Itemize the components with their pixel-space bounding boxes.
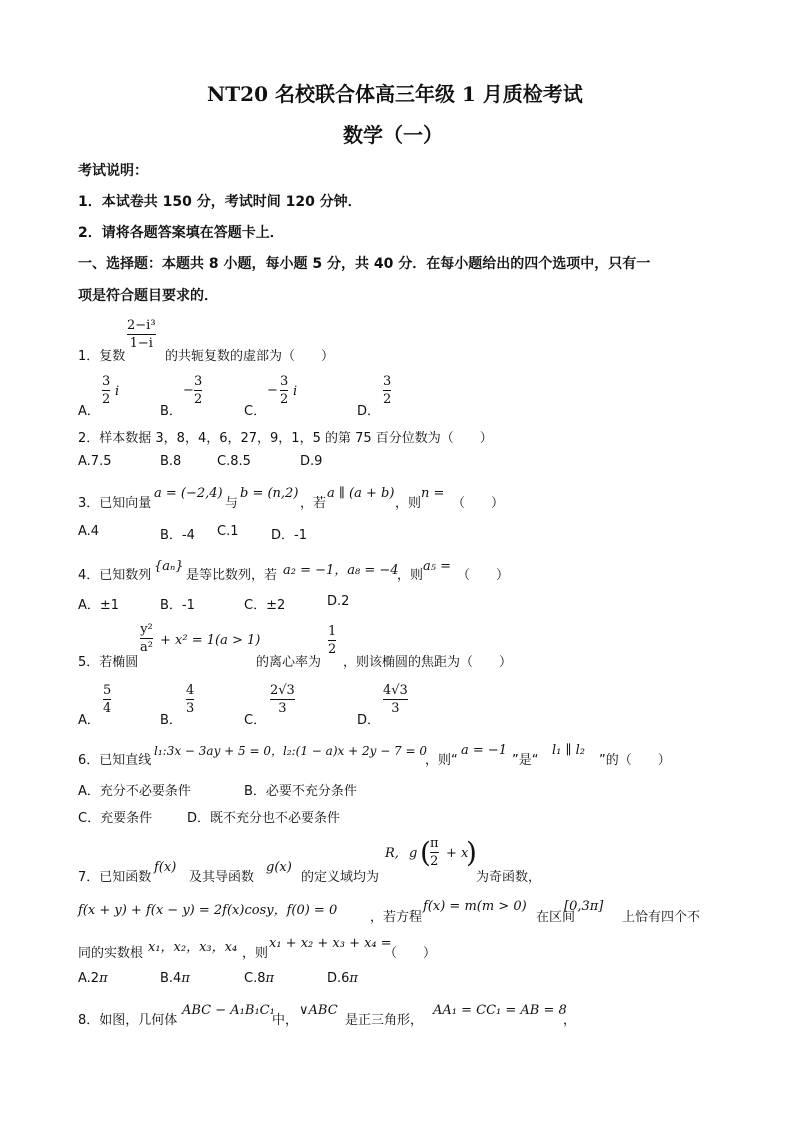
q7-option-b: B.4π bbox=[160, 971, 190, 986]
q4-option-c: C．±2 bbox=[244, 598, 286, 613]
q7-g-of-x: g(x) bbox=[266, 860, 292, 875]
q1-option-c-fraction: 3 2 bbox=[280, 374, 289, 407]
q1-option-a-fraction: 3 2 bbox=[102, 374, 111, 407]
q8-stem-mid2: 是正三角形， bbox=[345, 1013, 424, 1028]
q2-stem: 2．样本数据 3，8，4，6，27，9，1，5 的第 75 百分位数为（ ） bbox=[78, 431, 493, 446]
instructions-heading: 考试说明： bbox=[78, 163, 148, 179]
section-heading-line-2: 项是符合题目要求的． bbox=[78, 288, 218, 304]
q7-domain-R: R, bbox=[385, 846, 399, 861]
q6-option-c: C．充要条件 bbox=[78, 811, 153, 826]
q1-denominator: 1−i bbox=[129, 336, 153, 351]
q1-fraction bbox=[127, 318, 156, 351]
q5-option-b-fraction: 4 3 bbox=[186, 683, 195, 716]
q5-stem-mid: 的离心率为 bbox=[256, 655, 322, 670]
exam-title: NT20 名校联合体高三年级 1 月质检考试 bbox=[207, 82, 583, 106]
q1-option-c: C． bbox=[244, 404, 267, 419]
q8-stem-suffix: ， bbox=[563, 1013, 577, 1028]
q8-lengths: AA₁ = CC₁ = AB = 8 bbox=[433, 1003, 567, 1018]
q7-interval: [0,3π] bbox=[564, 899, 604, 914]
q1-option-c-minus: − bbox=[267, 383, 278, 398]
q7-stem-mid: 及其导函数 bbox=[189, 870, 255, 885]
section-heading-line-1: 一、选择题：本题共 8 小题，每小题 5 分，共 40 分．在每小题给出的四个选项中，只有一 bbox=[78, 256, 651, 272]
q2-option-b: B.8 bbox=[160, 454, 182, 469]
q5-stem-suffix: ，则该椭圆的焦距为（ ） bbox=[343, 655, 513, 670]
q7-line3-mid: ，则 bbox=[242, 946, 269, 961]
q1-option-d: D． bbox=[357, 404, 381, 419]
q7-line3-prefix: 同的实数根 bbox=[78, 946, 144, 961]
q6-condition-a: a = −1 bbox=[461, 743, 508, 758]
q1-option-b: B． bbox=[160, 404, 182, 419]
q5-stem-prefix: 5．若椭圆 bbox=[78, 655, 139, 670]
q5-option-a: A． bbox=[78, 713, 100, 728]
q3-option-b: B．-4 bbox=[160, 528, 195, 543]
q3-stem-prefix: 3．已知向量 bbox=[78, 496, 152, 511]
q5-option-a-fraction: 5 4 bbox=[103, 683, 112, 716]
q6-option-d: D．既不充分也不必要条件 bbox=[187, 811, 341, 826]
q3-option-a: A.4 bbox=[78, 524, 100, 539]
q1-stem-prefix: 1．复数 bbox=[78, 349, 126, 364]
q1-stem-suffix: 的共轭复数的虚部为（ ） bbox=[165, 349, 335, 364]
q7-functional-equation: f(x + y) + f(x − y) = 2f(x)cosy，f(0) = 0 bbox=[78, 903, 338, 918]
q7-g-symbol: g bbox=[409, 846, 418, 861]
q6-option-b: B．必要不充分条件 bbox=[244, 784, 357, 799]
q7-option-d: D.6π bbox=[327, 971, 358, 986]
q7-option-c: C.8π bbox=[244, 971, 275, 986]
q7-g-rest: + x bbox=[446, 846, 469, 861]
q5-option-c: C． bbox=[244, 713, 267, 728]
q4-stem-prefix: 4．已知数列 bbox=[78, 568, 152, 583]
q7-sum-expr: x₁ + x₂ + x₃ + x₄ = bbox=[269, 936, 392, 951]
q5-option-d: D． bbox=[357, 713, 381, 728]
q8-solid: ABC − A₁B₁C₁ bbox=[182, 1003, 275, 1018]
q4-a5-expr: a₅ = bbox=[423, 559, 451, 574]
q5-ellipse-fraction: y² a² bbox=[140, 622, 153, 655]
instruction-item-1: 1．本试卷共 150 分，考试时间 120 分钟． bbox=[78, 194, 362, 210]
q7-option-a: A.2π bbox=[78, 971, 108, 986]
q7-stem-suffix: 为奇函数， bbox=[476, 870, 542, 885]
exam-subtitle: 数学（一） bbox=[343, 123, 443, 147]
q8-stem-prefix: 8．如图，几何体 bbox=[78, 1013, 178, 1028]
instruction-item-2: 2．请将各题答案填在答题卡上． bbox=[78, 225, 284, 241]
q3-option-d: D．-1 bbox=[271, 528, 307, 543]
q6-parallel: l₁ ∥ l₂ bbox=[552, 743, 586, 758]
q6-lines: l₁:3x − 3ay + 5 = 0，l₂:(1 − a)x + 2y − 7 = 0 bbox=[154, 744, 428, 758]
q3-stem-suffix: （ ） bbox=[452, 496, 505, 511]
q1-option-b-fraction: 3 2 bbox=[194, 374, 203, 407]
q3-stem-and: 与 bbox=[225, 496, 239, 511]
q8-triangle: ∨ABC bbox=[299, 1003, 338, 1018]
q2-option-a: A.7.5 bbox=[78, 454, 112, 469]
q5-option-c-fraction: 2√3 3 bbox=[270, 683, 295, 716]
q7-pi-over-2: π 2 bbox=[430, 836, 439, 869]
q7-left-paren: ( bbox=[420, 836, 431, 869]
q3-vector-b: b = (n,2) bbox=[240, 486, 299, 501]
q7-stem-prefix: 7．已知函数 bbox=[78, 870, 152, 885]
q6-stem-mid: ，则“ bbox=[425, 753, 458, 768]
q5-option-d-fraction: 4√3 3 bbox=[383, 683, 408, 716]
q3-stem-then: ，则 bbox=[395, 496, 422, 511]
q6-stem-suffix: ”的（ ） bbox=[599, 753, 671, 768]
q4-given-terms: a₂ = −1，a₈ = −4 bbox=[283, 563, 399, 578]
q6-stem-prefix: 6．已知直线 bbox=[78, 753, 152, 768]
q6-stem-mid2: ”是“ bbox=[512, 753, 539, 768]
q5-option-b: B． bbox=[160, 713, 182, 728]
q4-option-a: A．±1 bbox=[78, 598, 120, 613]
q1-option-b-minus: − bbox=[183, 383, 194, 398]
q2-option-d: D.9 bbox=[300, 454, 323, 469]
q7-f-of-x: f(x) bbox=[154, 860, 177, 875]
q7-line2-mid2: 在区间 bbox=[536, 910, 576, 925]
q7-line2-mid: ，若方程 bbox=[370, 910, 423, 925]
q3-stem-if: ，若 bbox=[300, 496, 327, 511]
q3-condition: a ∥ (a + b) bbox=[327, 486, 395, 501]
q4-stem-suffix: （ ） bbox=[457, 568, 510, 583]
q1-option-d-fraction: 3 2 bbox=[383, 374, 392, 407]
q1-numerator: 2−i³ bbox=[127, 318, 156, 333]
q7-line3-suffix: （ ） bbox=[384, 946, 437, 961]
q3-vector-a: a = (−2,4) bbox=[154, 486, 223, 501]
q7-stem-mid2: 的定义域均为 bbox=[301, 870, 380, 885]
q2-option-c: C.8.5 bbox=[217, 454, 251, 469]
q5-ellipse-rest: + x² = 1(a > 1) bbox=[160, 633, 261, 648]
q1-option-a: A． bbox=[78, 404, 100, 419]
q8-stem-mid: 中， bbox=[272, 1013, 299, 1028]
q4-sequence: {aₙ} bbox=[154, 559, 184, 574]
q7-equation-m: f(x) = m(m > 0) bbox=[423, 899, 527, 914]
q4-option-d: D.2 bbox=[327, 594, 350, 609]
q7-right-paren: ) bbox=[466, 836, 477, 869]
q3-n-expr: n = bbox=[421, 486, 445, 501]
q1-option-c-i: i bbox=[293, 384, 298, 399]
q4-stem-mid: 是等比数列，若 bbox=[186, 568, 278, 583]
q4-stem-then: ，则 bbox=[397, 568, 424, 583]
q6-option-a: A．充分不必要条件 bbox=[78, 784, 191, 799]
q7-line2-suffix: 上恰有四个不 bbox=[622, 910, 701, 925]
q3-option-c: C.1 bbox=[217, 524, 239, 539]
q5-eccentricity-fraction: 1 2 bbox=[328, 624, 337, 657]
q7-roots: x₁，x₂，x₃，x₄ bbox=[148, 940, 238, 955]
q1-option-a-i: i bbox=[115, 384, 120, 399]
q4-option-b: B．-1 bbox=[160, 598, 195, 613]
